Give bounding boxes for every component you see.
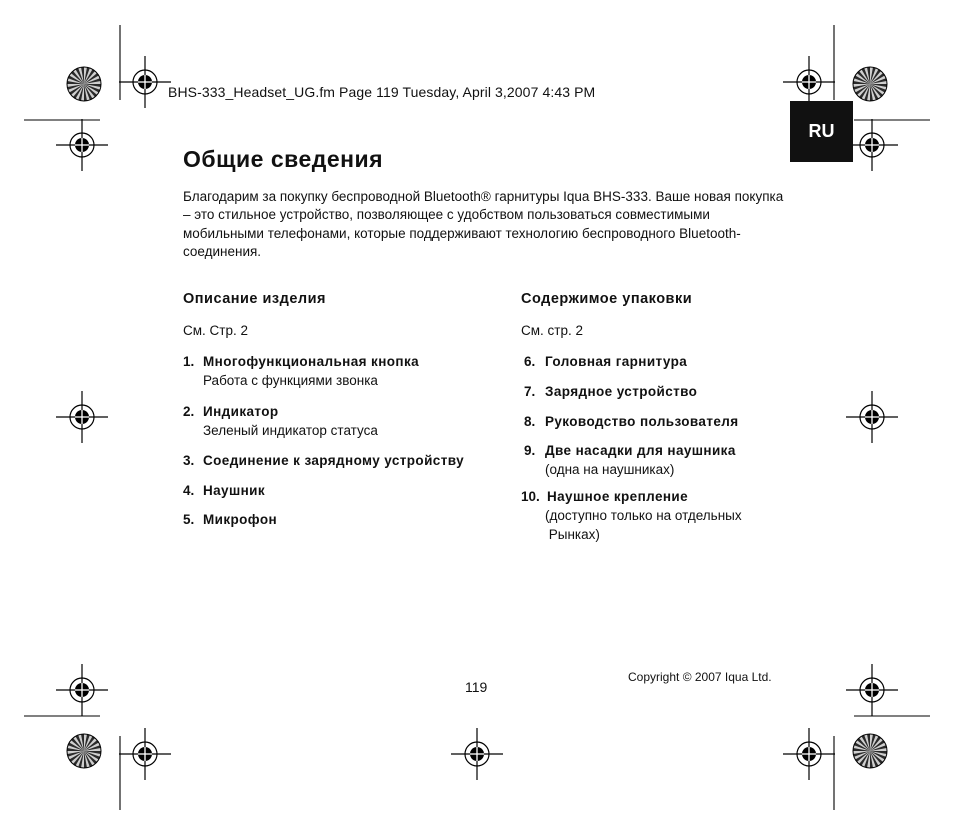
item-title: Микрофон [203,512,278,527]
item-number: 5. [183,512,195,527]
item-title: Наушное крепление [547,489,689,504]
list-item [524,441,736,479]
item-description: (одна на наушниках) [545,462,675,477]
star-target-bottom-right [853,734,887,768]
star-target-bottom-left [67,734,101,768]
registration-mark-right-bottom [846,664,898,716]
item-number: 10. [521,489,540,504]
registration-mark-bottom-center [451,728,503,780]
product-description-heading: Описание изделия [183,291,326,307]
package-contents-reference: См. стр. 2 [521,323,583,338]
registration-mark-left-bottom [56,664,108,716]
copyright: Copyright © 2007 Iqua Ltd. [628,670,772,684]
item-title: Две насадки для наушника [545,443,736,458]
item-number: 3. [183,453,195,468]
item-number: 1. [183,354,195,369]
product-description-reference: См. Стр. 2 [183,323,248,338]
registration-mark-right-top [846,119,898,171]
file-info-line: BHS-333_Headset_UG.fm Page 119 Tuesday, April 3,2007 4:43 PM [168,84,596,100]
list-item [183,451,464,470]
intro-paragraph: Благодарим за покупку беспроводной Bluetooth® гарнитуры Iqua BHS-333. Ваше новая покупка – это стильное устройство, позволяющее с удобством пользоваться совместимыми мобильными телефонами, которые поддерживают технологию беспроводного Bluetooth-соединения. [183,189,784,259]
item-description: (доступно только на отдельных [545,508,742,523]
item-description: Зеленый индикатор статуса [203,423,378,438]
item-title: Многофункциональная кнопка [203,354,420,369]
item-title: Наушник [203,483,266,498]
registration-mark-bottom-right [783,728,835,780]
item-description-continued: Рынках) [545,527,600,542]
list-item [524,352,687,371]
item-number: 2. [183,404,195,419]
item-number: 9. [524,443,536,458]
page-title: Общие сведения [183,146,384,172]
item-number: 6. [524,354,536,369]
list-item [183,481,265,500]
page-number: 119 [465,679,488,695]
item-title: Зарядное устройство [545,384,698,399]
registration-mark-bottom-left [119,728,171,780]
item-title: Соединение к зарядному устройству [203,453,464,468]
list-item [524,412,739,431]
registration-mark-top-center-left [56,119,108,171]
list-item [524,382,697,401]
registration-mark-left-middle [56,391,108,443]
star-target-top-left [67,67,101,101]
item-number: 4. [183,483,195,498]
list-item [183,402,378,440]
item-description: Работа с функциями звонка [203,373,378,388]
list-item [521,487,742,544]
star-target-top-right [853,67,887,101]
item-number: 7. [524,384,536,399]
registration-mark-top-left [119,56,171,108]
list-item [183,352,419,390]
item-title: Головная гарнитура [545,354,688,369]
item-number: 8. [524,414,536,429]
registration-mark-right-middle [846,391,898,443]
language-badge: RU [790,101,853,162]
list-item [183,510,277,529]
item-title: Руководство пользователя [545,414,739,429]
package-contents-heading: Содержимое упаковки [521,291,693,307]
item-title: Индикатор [203,404,279,419]
